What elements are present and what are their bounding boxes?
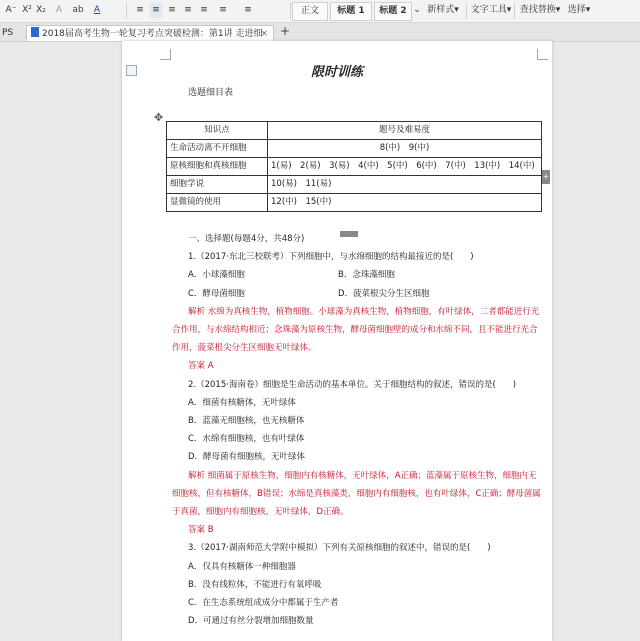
- page-title: 限时训练: [310, 65, 363, 80]
- close-tab-icon[interactable]: ×: [260, 29, 268, 39]
- align-right-button[interactable]: ≡: [168, 5, 176, 15]
- select-button[interactable]: 选择▾: [567, 5, 591, 15]
- add-column-handle[interactable]: +: [542, 170, 550, 184]
- shading-button[interactable]: ≡: [244, 5, 252, 15]
- option: A．小球藻细胞: [188, 270, 245, 281]
- shrink-font-button[interactable]: A⁻: [5, 5, 17, 15]
- option: D．酵母菌有细胞核，无叶绿体: [188, 452, 306, 463]
- style-heading-2[interactable]: 标题 2: [374, 2, 412, 21]
- document-workspace[interactable]: [0, 42, 640, 627]
- styles-more-icon[interactable]: ⌄: [413, 5, 421, 15]
- new-tab-button[interactable]: +: [280, 24, 291, 38]
- answer-text: 答案 A: [188, 361, 214, 372]
- document-page[interactable]: [122, 41, 552, 641]
- section-heading: 一、选择题(每题4分，共48分): [188, 234, 305, 244]
- options-row: [172, 266, 544, 284]
- table-cell: 显微镜的使用: [167, 194, 268, 212]
- subtitle: 选题细目表: [188, 88, 234, 98]
- option: C．酵母菌细胞: [188, 288, 245, 299]
- highlight-button[interactable]: ab: [72, 5, 84, 15]
- ribbon-toolbar: [0, 0, 640, 23]
- document-tab-bar: [0, 23, 640, 42]
- distribute-button[interactable]: ≡: [200, 5, 208, 15]
- option: D．菠菜根尖分生区细胞: [338, 288, 430, 299]
- subscript-button[interactable]: X₂: [36, 5, 46, 15]
- margin-corner-mark: [537, 49, 548, 60]
- font-color-button[interactable]: A: [93, 5, 101, 15]
- option: B．没有线粒体，不能进行有氧呼吸: [188, 579, 322, 590]
- table-move-handle-icon[interactable]: ✥: [154, 111, 164, 124]
- option: B．念珠藻细胞: [338, 270, 395, 281]
- option: A．细菌有核糖体，无叶绿体: [188, 397, 296, 408]
- option: B．蓝藻无细胞核，也无核糖体: [188, 416, 305, 427]
- analysis-text: 解析 细菌属于原核生物，细胞内有核糖体，无叶绿体，A正确；蓝藻属于原核生物，细胞内无细胞核，但有核糖体，B错误；水绵是真核藻类，细胞内有细胞核，也有叶绿体，C正确；酵母菌属于真菌，细胞内有细胞核，无叶绿体，D正确。: [172, 470, 541, 518]
- tab-active-document[interactable]: [26, 25, 274, 41]
- options-row: [172, 285, 544, 303]
- align-left-button[interactable]: ≡: [136, 5, 144, 15]
- text-tools-button[interactable]: 文字工具▾: [470, 5, 512, 15]
- option: C．水绵有细胞核，也有叶绿体: [188, 434, 305, 445]
- table-row: [167, 176, 542, 194]
- find-replace-button[interactable]: 查找替换▾: [519, 5, 561, 15]
- margin-corner-mark: [160, 49, 171, 60]
- option: D．可通过有丝分裂增加细胞数量: [188, 616, 314, 627]
- table-cell: 12(中) 15(中): [268, 194, 542, 212]
- word-document-icon: [31, 27, 39, 37]
- table-row: [167, 158, 542, 176]
- question-stem: 1.（2017·东北三校联考）下列细胞中，与水绵细胞的结构最接近的是( ): [188, 252, 474, 263]
- question-body: [172, 230, 544, 630]
- question-stem: 3.（2017·湖南师范大学附中模拟）下列有关原核细胞的叙述中，错误的是( ): [188, 543, 491, 554]
- option: A．仅具有核糖体一种细胞器: [188, 561, 296, 572]
- analysis-text: 解析 水绵为真核生物，植物细胞。小球藻为真核生物，植物细胞，有叶绿体，二者都能进行光合作用，与水绵结构相近；念珠藻为原核生物，酵母菌细胞壁的成分和水绵不同，且不能进行光合作用，菠菜根尖分生区细胞无叶绿体。: [172, 306, 540, 354]
- new-style-button[interactable]: 新样式▾: [427, 5, 459, 15]
- topic-table: [166, 121, 542, 212]
- line-spacing-button[interactable]: ≡: [219, 5, 227, 15]
- superscript-button[interactable]: X²: [22, 5, 32, 15]
- table-cell: 8(中) 9(中): [268, 140, 542, 158]
- table-row: [167, 194, 542, 212]
- question-stem: 2.（2015·海南卷）细胞是生命活动的基本单位。关于细胞结构的叙述，错误的是( ): [188, 379, 517, 390]
- style-heading-1[interactable]: 标题 1: [330, 2, 372, 21]
- text-effect-button[interactable]: A: [55, 5, 63, 15]
- option: C．在生态系统组成成分中都属于生产者: [188, 598, 339, 609]
- table-header: 题号及难易度: [268, 122, 542, 140]
- tab-ps[interactable]: PS: [2, 28, 14, 38]
- tab-title: 2018届高考生物一轮复习考点突破检测：第1讲 走进细: [42, 29, 263, 39]
- align-center-button[interactable]: ≡: [150, 3, 162, 18]
- table-cell: 原核细胞和真核细胞: [167, 158, 268, 176]
- style-normal[interactable]: 正文: [292, 2, 328, 21]
- table-header-row: [167, 122, 542, 140]
- justify-button[interactable]: ≡: [184, 5, 192, 15]
- table-cell: 10(易) 11(易): [268, 176, 542, 194]
- answer-text: 答案 B: [188, 525, 214, 536]
- table-row: [167, 140, 542, 158]
- table-cell: 1(易) 2(易) 3(易) 4(中) 5(中) 6(中) 7(中) 13(中) 14(中): [268, 158, 542, 176]
- table-cell: 生命活动离不开细胞: [167, 140, 268, 158]
- table-header: 知识点: [167, 122, 268, 140]
- table-cell: 细胞学说: [167, 176, 268, 194]
